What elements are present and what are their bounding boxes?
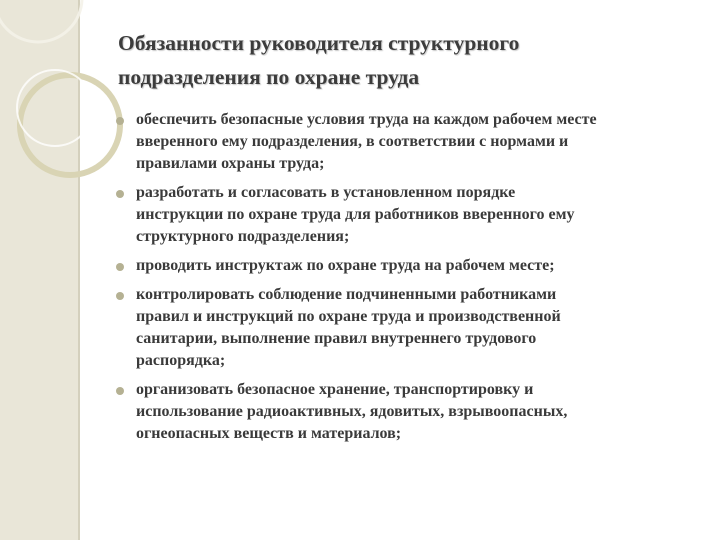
- item-line: инструкции по охране труда для работников вверенного ему: [136, 206, 575, 223]
- deco-circle-olive: [20, 75, 120, 175]
- item-line: структурного подразделения;: [136, 228, 350, 245]
- bullet-icon: [116, 263, 124, 271]
- title-line-2: подразделения по охране труда: [118, 65, 420, 89]
- list-item: [116, 255, 706, 277]
- bullet-icon: [116, 117, 124, 125]
- item-line: обеспечить безопасные условия труда на каждом рабочем месте: [136, 111, 597, 128]
- deco-circle-large: [0, 0, 82, 42]
- title-line-1: Обязанности руководителя структурного: [118, 31, 520, 55]
- item-line: проводить инструктаж по охране труда на рабочем месте;: [136, 257, 555, 274]
- item-line: организовать безопасное хранение, транспортировку и: [136, 381, 534, 398]
- page-title: [118, 26, 698, 94]
- list-item: [116, 182, 706, 248]
- item-line: огнеопасных веществ и материалов;: [136, 425, 402, 442]
- bullet-icon: [116, 292, 124, 300]
- item-line: вверенного ему подразделения, в соответствии с нормами и: [136, 133, 569, 150]
- item-line: контролировать соблюдение подчиненными работниками: [136, 286, 557, 303]
- deco-circle-white: [17, 70, 93, 146]
- item-line: разработать и согласовать в установленном порядке: [136, 184, 516, 201]
- item-line: использование радиоактивных, ядовитых, взрывоопасных,: [136, 403, 568, 420]
- list-item: [116, 284, 706, 372]
- duties-list: [116, 109, 706, 452]
- item-line: санитарии, выполнение правил внутреннего трудового: [136, 330, 537, 347]
- item-line: распорядка;: [136, 352, 226, 369]
- bullet-icon: [116, 190, 124, 198]
- list-item: [116, 379, 706, 445]
- item-line: правилами охраны труда;: [136, 155, 325, 172]
- item-line: правил и инструкций по охране труда и производственной: [136, 308, 561, 325]
- list-item: [116, 109, 706, 175]
- bullet-icon: [116, 387, 124, 395]
